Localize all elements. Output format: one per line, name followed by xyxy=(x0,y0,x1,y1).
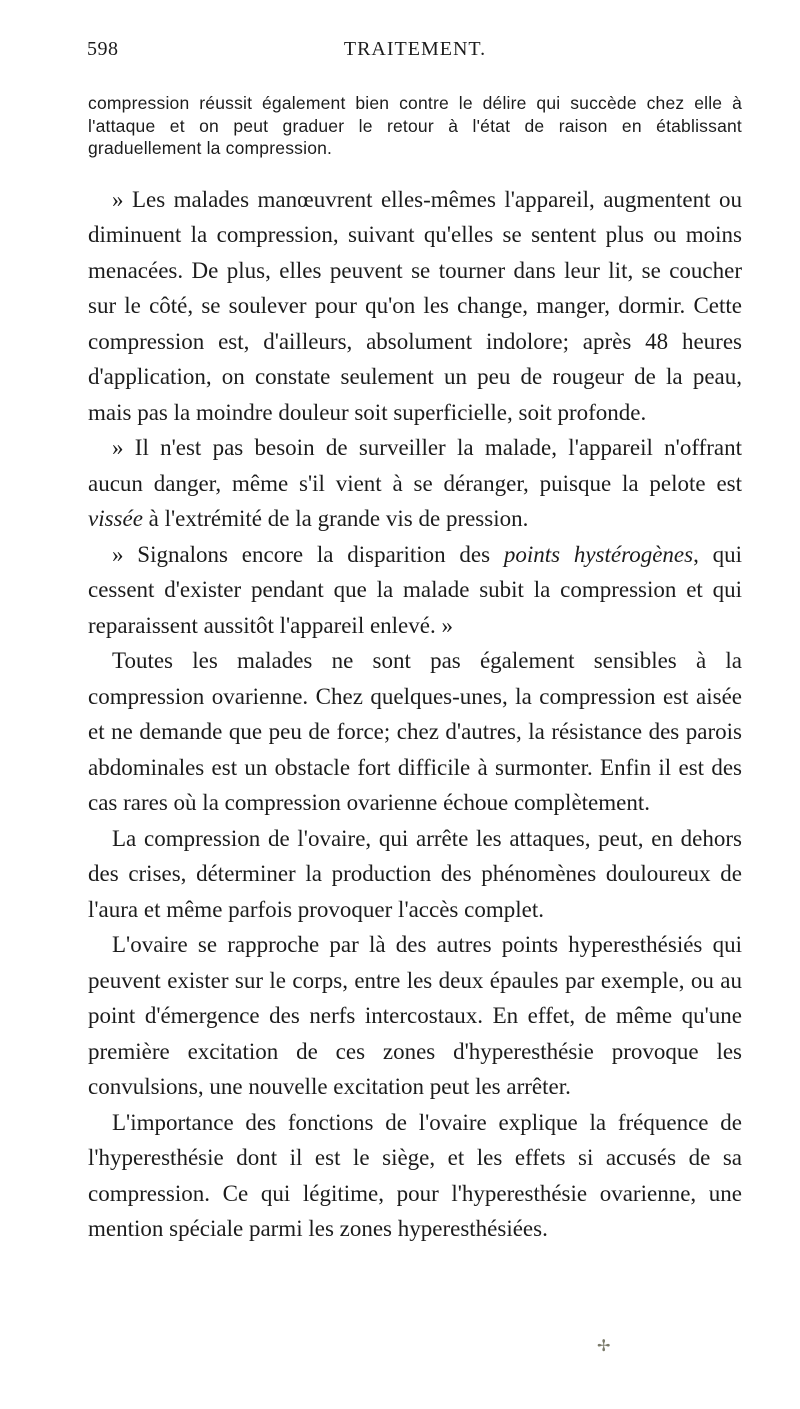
paragraph-points-hysterogenes xyxy=(88,537,742,644)
paragraph-points-hyperesthesies: L'ovaire se rapproche par là des autres points hyperesthésiés qui peuvent exister sur le corps, entre les deux épaules par exemple, ou au point d'émergence des nerfs intercostaux. En effet, de même qu'une première excitation de ces zones d'hyperesthésie provoque les convulsions, une nouvelle excitation peut les arrêter. xyxy=(88,932,742,1099)
paragraph-text: » Signalons encore la disparition des xyxy=(112,541,504,567)
paragraph-text: , qui cessent d'exister pendant que la malade subit la compression et qui reparaissent aussitôt l'appareil enlevé. » xyxy=(88,541,742,638)
page-number: 598 xyxy=(87,38,119,60)
page-header xyxy=(87,38,743,68)
paragraph-appareil: » Les malades manœuvrent elles-mêmes l'appareil, augmentent ou diminuent la compression, suivant qu'elles se sentent plus ou moins menacées. De plus, elles peuvent se tourner dans leur lit, se coucher sur le côté, se soulever pour qu'on les change, manger, dormir. Cette compression est, d'ailleurs, absolument indolore; après 48 heures d'application, on constate seulement un peu de rougeur de la peau, mais pas la moindre douleur soit superficielle, soit profonde. xyxy=(88,186,742,425)
italic-term: vissée xyxy=(88,506,143,531)
paragraph-ovaire-attaques: La compression de l'ovaire, qui arrête les attaques, peut, en dehors des crises, déterminer la production des phénomènes douloureux de l'aura et même parfois provoquer l'accès complet. xyxy=(88,825,742,922)
running-title: TRAITEMENT. xyxy=(343,38,487,60)
ink-spot-mark: ✢ xyxy=(597,1338,611,1355)
italic-term: points hystérogènes xyxy=(503,541,694,567)
paragraph-surveiller xyxy=(88,430,742,537)
paragraph-text: à l'extrémité de la grande vis de pression. xyxy=(142,506,529,531)
paragraph-text: » Il n'est pas besoin de surveiller la malade, l'appareil n'offrant aucun danger, même s'il vient à se déranger, puisque la pelote est xyxy=(88,435,742,496)
paragraph-sensibles: Toutes les malades ne sont pas également sensibles à la compression ovarienne. Chez quelques-unes, la compression est aisée et ne demande que peu de force; chez d'autres, la résistance des parois abdominales est un obstacle fort difficile à surmonter. Enfin il est des cas rares où la compression ovarienne échoue complètement. xyxy=(88,648,742,815)
intro-paragraph: compression réussit également bien contre le délire qui succède chez elle à l'attaque et on peut graduer le retour à l'état de raison en établissant graduellement la compression. xyxy=(88,93,742,158)
body-text xyxy=(88,92,742,1247)
paragraph-importance: L'importance des fonctions de l'ovaire explique la fréquence de l'hyperesthésie dont il est le siège, et les effets si accusés de sa compression. Ce qui légitime, pour l'hyperesthésie ovarienne, une mention spéciale parmi les zones hyperesthésiées. xyxy=(88,1109,742,1241)
